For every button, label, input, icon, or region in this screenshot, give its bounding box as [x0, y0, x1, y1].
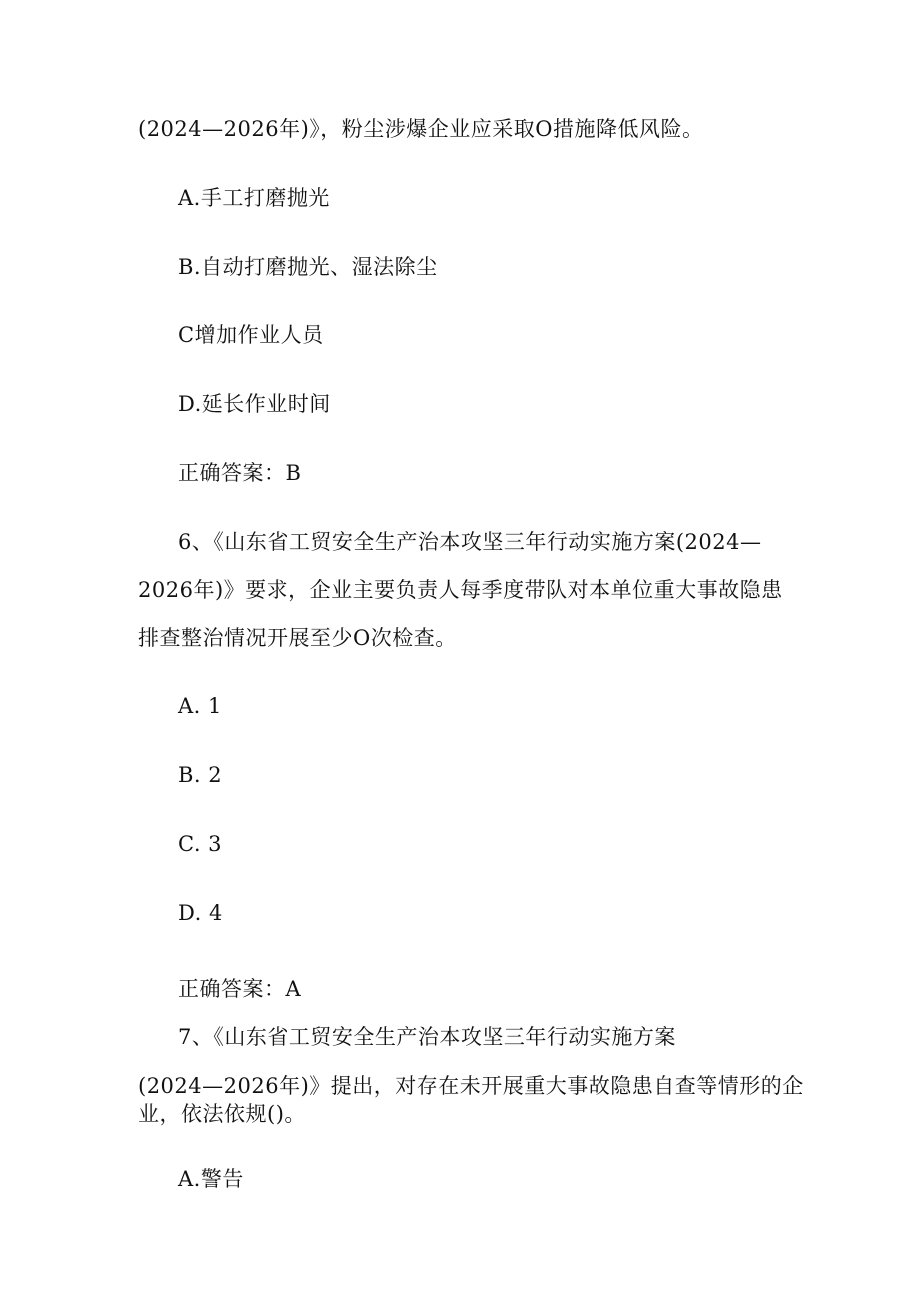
q5-answer: 正确答案：B: [178, 461, 302, 485]
q6-option-b: B. 2: [178, 763, 223, 787]
q6-stem-line-2: 2026年)》要求，企业主要负责人每季度带队对本单位重大事故隐患: [138, 578, 783, 602]
q7-stem-line-1: 7、《山东省工贸安全生产治本攻坚三年行动实施方案: [178, 1025, 676, 1049]
q6-stem-line-1: 6、《山东省工贸安全生产治本攻坚三年行动实施方案(2024—: [178, 530, 762, 554]
q5-option-d: D.延长作业时间: [178, 392, 331, 416]
q6-stem-line-3: 排查整治情况开展至少O次检查。: [138, 626, 457, 650]
q7-stem-line-3: 业，依法依规()。: [138, 1102, 306, 1126]
q7-stem-line-2: (2024—2026年)》提出，对存在未开展重大事故隐患自查等情形的企: [138, 1074, 804, 1098]
q6-option-c: C. 3: [178, 832, 223, 856]
q5-stem-tail: (2024—2026年)》，粉尘涉爆企业应采取O措施降低风险。: [138, 117, 704, 141]
q5-option-a: A.手工打磨抛光: [178, 186, 330, 210]
q6-option-a: A. 1: [178, 694, 222, 718]
q6-answer: 正确答案：A: [178, 977, 302, 1001]
q5-option-c: C增加作业人员: [178, 323, 324, 347]
q5-option-b: B.自动打磨抛光、湿法除尘: [178, 255, 438, 279]
q6-option-d: D. 4: [178, 901, 223, 925]
q7-option-a: A.警告: [178, 1167, 244, 1191]
